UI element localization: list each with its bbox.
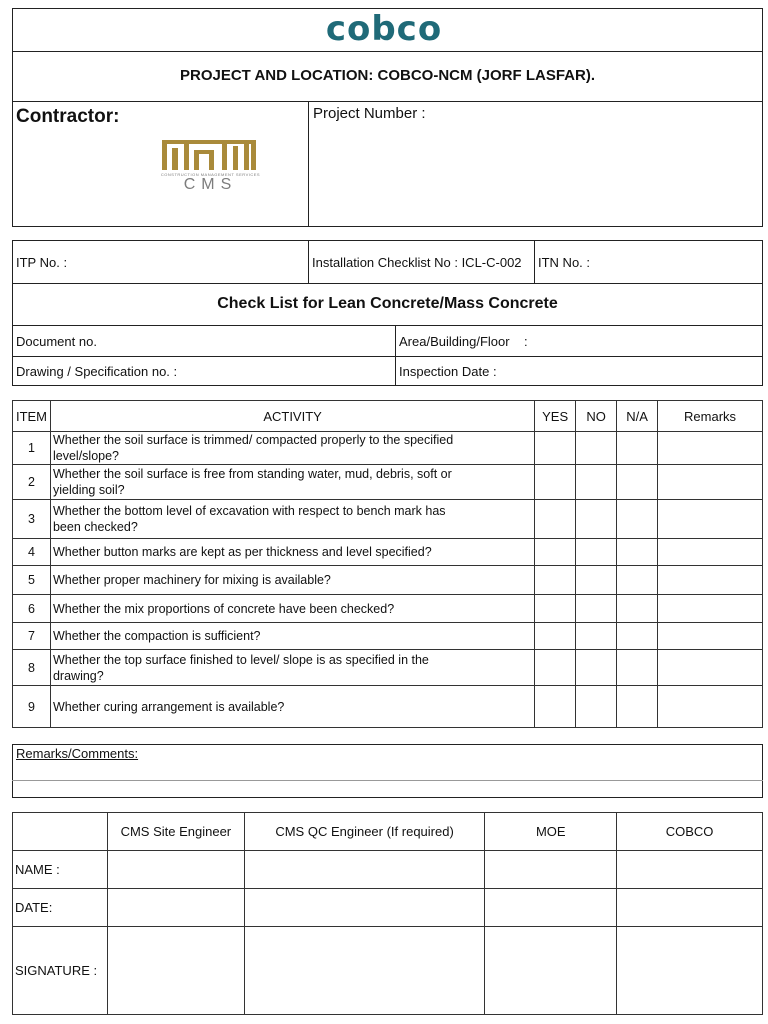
contractor-label: Contractor:: [16, 106, 120, 127]
item-number: 6: [13, 595, 51, 623]
yes-cell[interactable]: [535, 623, 576, 650]
document-no-label: Document no.: [16, 334, 97, 349]
signoff-cell[interactable]: [107, 889, 244, 927]
activity-line: Whether the soil surface is trimmed/ compacted properly to the specified: [52, 433, 454, 447]
signoff-cell[interactable]: [485, 889, 617, 927]
drawing-spec-label: Drawing / Specification no. :: [16, 364, 178, 379]
item-number: 5: [13, 566, 51, 595]
na-cell[interactable]: [617, 686, 658, 728]
remarks-divider: [12, 780, 763, 781]
table-row: [13, 623, 763, 650]
signoff-cell[interactable]: [244, 889, 485, 927]
na-cell[interactable]: [617, 539, 658, 566]
remarks-cell[interactable]: [658, 650, 763, 686]
signoff-header-row: [13, 813, 763, 851]
table-row: [13, 650, 763, 686]
remarks-cell[interactable]: [658, 539, 763, 566]
yes-cell[interactable]: [535, 432, 576, 465]
yes-cell[interactable]: [535, 686, 576, 728]
activity-cell: [50, 465, 534, 500]
col-cobco: COBCO: [617, 813, 763, 851]
col-cms-site-engineer: CMS Site Engineer: [107, 813, 244, 851]
no-cell[interactable]: [576, 432, 617, 465]
no-cell[interactable]: [576, 539, 617, 566]
table-row: [13, 539, 763, 566]
checklist-title: Check List for Lean Concrete/Mass Concrete: [217, 295, 558, 312]
yes-cell[interactable]: [535, 595, 576, 623]
inspection-date-label: Inspection Date :: [399, 364, 497, 379]
activity-line: drawing?: [52, 668, 104, 683]
checklist-header-row: [13, 401, 763, 432]
checklist-table: [12, 400, 763, 728]
cobco-logo-text: cobco: [325, 9, 443, 49]
na-cell[interactable]: [617, 432, 658, 465]
header-divider-1: [12, 51, 763, 52]
activity-line: level/slope?: [52, 449, 119, 463]
no-cell[interactable]: [576, 500, 617, 539]
table-row: [13, 686, 763, 728]
no-cell[interactable]: [576, 623, 617, 650]
na-cell[interactable]: [617, 500, 658, 539]
na-cell[interactable]: [617, 595, 658, 623]
signoff-cell[interactable]: [244, 927, 485, 1015]
col-moe: MOE: [485, 813, 617, 851]
signoff-row-date: [13, 889, 763, 927]
project-location: PROJECT AND LOCATION: COBCO-NCM (JORF LASFAR).: [180, 67, 595, 84]
na-cell[interactable]: [617, 465, 658, 500]
signoff-row-name: [13, 851, 763, 889]
yes-cell[interactable]: [535, 650, 576, 686]
remarks-cell[interactable]: [658, 623, 763, 650]
activity-cell: [50, 432, 534, 465]
item-number: 2: [13, 465, 51, 500]
na-cell[interactable]: [617, 623, 658, 650]
itp-label: ITP No. :: [16, 255, 68, 270]
item-number: 9: [13, 686, 51, 728]
area-building-floor-label: Area/Building/Floor :: [399, 334, 528, 349]
table-row: [13, 500, 763, 539]
info-vline-2: [534, 240, 535, 283]
signoff-cell[interactable]: [617, 889, 763, 927]
no-cell[interactable]: [576, 650, 617, 686]
signoff-cell[interactable]: [617, 851, 763, 889]
header-activity: ACTIVITY: [50, 401, 534, 432]
no-cell[interactable]: [576, 595, 617, 623]
remarks-comments-label: Remarks/Comments:: [16, 746, 139, 761]
installation-checklist-no: Installation Checklist No : ICL-C-002: [312, 255, 522, 270]
activity-cell: [50, 500, 534, 539]
remarks-cell[interactable]: [658, 595, 763, 623]
table-row: [13, 595, 763, 623]
col-cms-qc-engineer: CMS QC Engineer (If required): [244, 813, 485, 851]
remarks-cell[interactable]: [658, 566, 763, 595]
item-number: 3: [13, 500, 51, 539]
na-cell[interactable]: [617, 650, 658, 686]
yes-cell[interactable]: [535, 465, 576, 500]
yes-cell[interactable]: [535, 500, 576, 539]
activity-cell: Whether the mix proportions of concrete have been checked?: [50, 595, 534, 623]
activity-cell: [50, 650, 534, 686]
activity-line: Whether the bottom level of excavation with respect to bench mark has: [52, 504, 446, 518]
item-number: 1: [13, 432, 51, 465]
header-item: ITEM: [13, 401, 51, 432]
signoff-cell[interactable]: [617, 927, 763, 1015]
activity-cell: Whether proper machinery for mixing is available?: [50, 566, 534, 595]
remarks-cell[interactable]: [658, 465, 763, 500]
itn-label: ITN No. :: [538, 255, 591, 270]
table-row: [13, 566, 763, 595]
activity-line: Whether the top surface finished to level/ slope is as specified in the: [52, 652, 429, 667]
activity-line: Whether the soil surface is free from standing water, mud, debris, soft or: [52, 467, 452, 481]
item-number: 4: [13, 539, 51, 566]
header-na: N/A: [617, 401, 658, 432]
signoff-cell[interactable]: [244, 851, 485, 889]
signoff-cell[interactable]: [107, 927, 244, 1015]
cobco-logo: [0, 8, 768, 51]
project-number-label: Project Number :: [313, 105, 426, 122]
item-number: 8: [13, 650, 51, 686]
item-number: 7: [13, 623, 51, 650]
cms-logo-caption: CONSTRUCTION MANAGEMENT SERVICES: [160, 172, 261, 177]
remarks-cell[interactable]: [658, 432, 763, 465]
activity-line: yielding soil?: [52, 483, 125, 497]
info-divider-1: [12, 283, 763, 284]
table-row: [13, 465, 763, 500]
signoff-cell[interactable]: [485, 851, 617, 889]
yes-cell[interactable]: [535, 539, 576, 566]
signoff-row-signature: [13, 927, 763, 1015]
cms-logo: [138, 136, 283, 196]
header-remarks: Remarks: [658, 401, 763, 432]
na-cell[interactable]: [617, 566, 658, 595]
header-no: NO: [576, 401, 617, 432]
cms-logo-text: CMS: [183, 176, 238, 193]
activity-cell: Whether curing arrangement is available?: [50, 686, 534, 728]
signoff-cell[interactable]: [107, 851, 244, 889]
info-divider-2: [12, 325, 763, 326]
signoff-table: [12, 812, 763, 1015]
header-yes: YES: [535, 401, 576, 432]
no-cell[interactable]: [576, 566, 617, 595]
yes-cell[interactable]: [535, 566, 576, 595]
activity-cell: Whether the compaction is sufficient?: [50, 623, 534, 650]
info-vline-1: [308, 240, 309, 283]
remarks-cell[interactable]: [658, 500, 763, 539]
header-divider-2: [12, 101, 763, 102]
name-label: NAME :: [13, 851, 108, 889]
no-cell[interactable]: [576, 465, 617, 500]
info-divider-3: [12, 356, 763, 357]
no-cell[interactable]: [576, 686, 617, 728]
date-label: DATE:: [13, 889, 108, 927]
header-divider-3: [308, 101, 309, 227]
signoff-corner-cell: [13, 813, 108, 851]
remarks-cell[interactable]: [658, 686, 763, 728]
signature-label: SIGNATURE :: [13, 927, 108, 1015]
table-row: [13, 432, 763, 465]
activity-line: been checked?: [52, 520, 138, 534]
activity-cell: Whether button marks are kept as per thickness and level specified?: [50, 539, 534, 566]
info-vline-3: [395, 325, 396, 386]
signoff-cell[interactable]: [485, 927, 617, 1015]
